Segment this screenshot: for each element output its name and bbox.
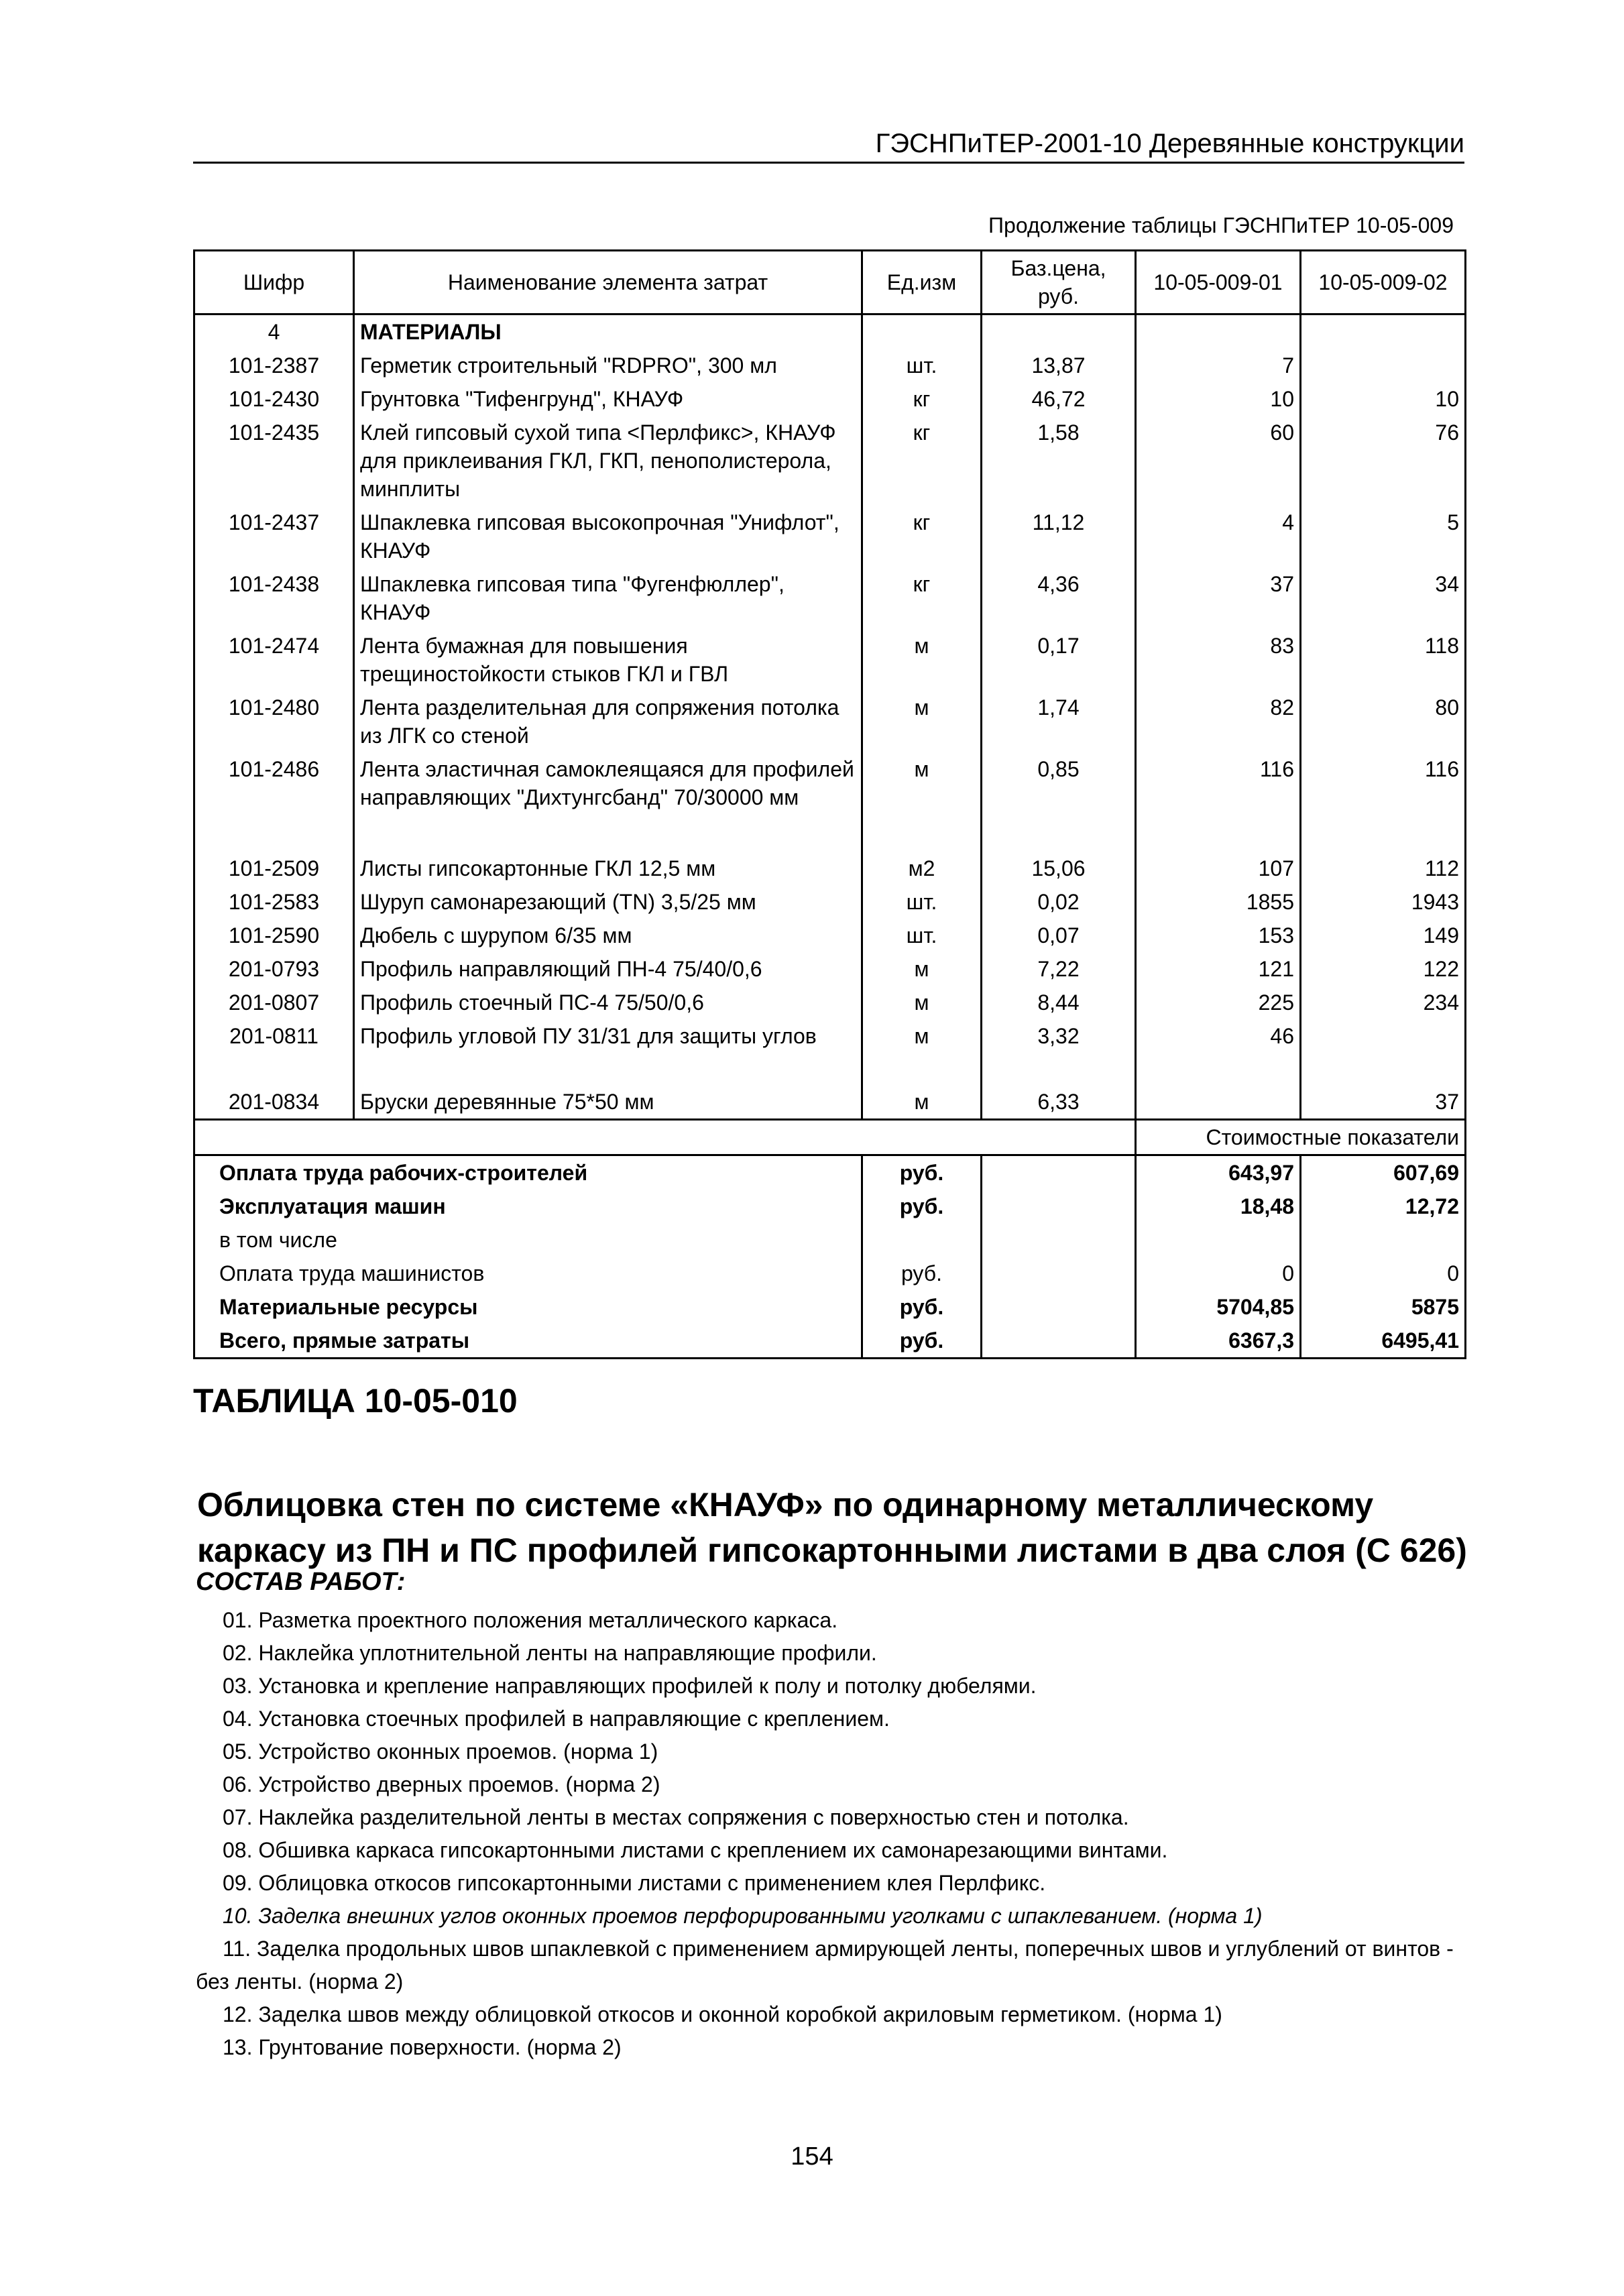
cost-unit: руб.: [862, 1324, 982, 1359]
materials-table: [193, 249, 1466, 1359]
table-row: [194, 919, 1466, 952]
row-price: 8,44: [982, 986, 1136, 1019]
table-row: [194, 952, 1466, 986]
row-code: 101-2474: [194, 629, 354, 691]
cost-unit: [862, 1223, 982, 1257]
cost-norm-2: 12,72: [1301, 1190, 1466, 1223]
row-price: 7,22: [982, 952, 1136, 986]
row-name: Лента эластичная самоклеящаяся для профилей направляющих "Дихтунгсбанд" 70/30000 мм: [354, 752, 862, 814]
spacer-cell: [1136, 814, 1301, 852]
col-header-norm-1: 10-05-009-01: [1136, 251, 1301, 314]
row-norm-2: [1301, 1019, 1466, 1053]
row-price: 6,33: [982, 1085, 1136, 1120]
work-item: 10. Заделка внешних углов оконных проемов перфорированными уголками с шпаклеванием. (норма 1): [223, 1904, 1263, 1928]
table-row: [194, 506, 1466, 567]
empty-cell: [1136, 314, 1301, 349]
table-caption: Продолжение таблицы ГЭСНПиТЕР 10-05-009: [988, 213, 1454, 237]
row-name: Грунтовка "Тифенгрунд", КНАУФ: [354, 382, 862, 416]
section-row: [194, 314, 1466, 349]
row-norm-1: 1855: [1136, 885, 1301, 919]
row-unit: кг: [862, 506, 982, 567]
running-header: ГЭСНПиТЕР-2001-10 Деревянные конструкции: [193, 129, 1464, 164]
cost-norm-1: 0: [1136, 1257, 1301, 1290]
row-norm-2: 116: [1301, 752, 1466, 814]
table-title: ТАБЛИЦА 10-05-010: [193, 1382, 518, 1420]
row-norm-2: 122: [1301, 952, 1466, 986]
row-unit: шт.: [862, 919, 982, 952]
row-price: 11,12: [982, 506, 1136, 567]
table-header-row: [194, 251, 1466, 314]
row-unit: м2: [862, 852, 982, 885]
cost-header-row: [194, 1120, 1466, 1155]
row-norm-1: 83: [1136, 629, 1301, 691]
row-code: 101-2387: [194, 349, 354, 382]
row-norm-1: 107: [1136, 852, 1301, 885]
row-norm-2: 234: [1301, 986, 1466, 1019]
cost-row: [194, 1324, 1466, 1359]
work-item: 04. Установка стоечных профилей в направляющие с креплением.: [223, 1707, 890, 1731]
row-name: Дюбель с шурупом 6/35 мм: [354, 919, 862, 952]
cost-unit: руб.: [862, 1290, 982, 1324]
row-norm-2: 80: [1301, 691, 1466, 752]
work-item: 06. Устройство дверных проемов. (норма 2): [223, 1772, 660, 1796]
work-item: 01. Разметка проектного положения металлического каркаса.: [223, 1608, 838, 1632]
row-unit: м: [862, 986, 982, 1019]
row-norm-2: 37: [1301, 1085, 1466, 1120]
row-name: Профиль стоечный ПС-4 75/50/0,6: [354, 986, 862, 1019]
cost-norm-2: 5875: [1301, 1290, 1466, 1324]
row-name: Листы гипсокартонные ГКЛ 12,5 мм: [354, 852, 862, 885]
col-header-name: Наименование элемента затрат: [354, 251, 862, 314]
row-price: 0,17: [982, 629, 1136, 691]
row-unit: м: [862, 1085, 982, 1120]
cost-unit: руб.: [862, 1190, 982, 1223]
row-unit: кг: [862, 416, 982, 506]
cost-name: Оплата труда рабочих-строителей: [194, 1155, 862, 1190]
row-name: Герметик строительный "RDPRO", 300 мл: [354, 349, 862, 382]
empty-cell: [982, 1155, 1136, 1190]
cost-norm-2: 607,69: [1301, 1155, 1466, 1190]
cost-name: Эксплуатация машин: [194, 1190, 862, 1223]
table-row: [194, 986, 1466, 1019]
row-norm-1: 116: [1136, 752, 1301, 814]
row-price: 4,36: [982, 567, 1136, 629]
cost-norm-1: [1136, 1223, 1301, 1257]
table-row: [194, 691, 1466, 752]
empty-cell: [982, 1257, 1136, 1290]
row-name: Лента бумажная для повышения трещиностойкости стыков ГКЛ и ГВЛ: [354, 629, 862, 691]
table-row: [194, 852, 1466, 885]
spacer-cell: [1301, 1053, 1466, 1085]
row-norm-2: 76: [1301, 416, 1466, 506]
row-norm-1: 225: [1136, 986, 1301, 1019]
empty-cell: [982, 1324, 1136, 1359]
row-code: 101-2437: [194, 506, 354, 567]
row-norm-1: 37: [1136, 567, 1301, 629]
spacer-row: [194, 1053, 1466, 1085]
row-code: 101-2435: [194, 416, 354, 506]
row-price: 13,87: [982, 349, 1136, 382]
work-item: 02. Наклейка уплотнительной ленты на направляющие профили.: [223, 1641, 877, 1665]
row-norm-1: 10: [1136, 382, 1301, 416]
table-row: [194, 349, 1466, 382]
spacer-cell: [354, 1053, 862, 1085]
cost-header-label: Стоимостные показатели: [1136, 1120, 1466, 1155]
cost-row: [194, 1223, 1466, 1257]
row-norm-1: 82: [1136, 691, 1301, 752]
spacer-cell: [1136, 1053, 1301, 1085]
empty-cell: [982, 314, 1136, 349]
row-name: Шуруп самонарезающий (TN) 3,5/25 мм: [354, 885, 862, 919]
row-price: 0,85: [982, 752, 1136, 814]
row-name: Профиль угловой ПУ 31/31 для защиты углов: [354, 1019, 862, 1053]
row-code: 101-2509: [194, 852, 354, 885]
empty-cell: [862, 314, 982, 349]
row-code: 101-2590: [194, 919, 354, 952]
cost-norm-2: 0: [1301, 1257, 1466, 1290]
cost-row: [194, 1257, 1466, 1290]
row-unit: м: [862, 691, 982, 752]
col-header-norm-2: 10-05-009-02: [1301, 251, 1466, 314]
work-composition-heading: СОСТАВ РАБОТ:: [196, 1568, 406, 1596]
document-title: Облицовка стен по системе «КНАУФ» по одинарному металлическому каркасу из ПН и ПС профилей гипсокартонными листами в два слоя (С 626): [197, 1486, 1467, 1569]
table-row: [194, 416, 1466, 506]
page-number: 154: [791, 2142, 833, 2171]
work-list: [196, 1604, 1490, 2064]
spacer-cell: [194, 814, 354, 852]
cost-name: Всего, прямые затраты: [194, 1324, 862, 1359]
row-unit: м: [862, 752, 982, 814]
row-code: 101-2486: [194, 752, 354, 814]
cost-unit: руб.: [862, 1257, 982, 1290]
cost-row: [194, 1290, 1466, 1324]
row-name: Лента разделительная для сопряжения потолка из ЛГК со стеной: [354, 691, 862, 752]
section-name: МАТЕРИАЛЫ: [354, 314, 862, 349]
row-unit: шт.: [862, 885, 982, 919]
spacer-cell: [982, 1053, 1136, 1085]
row-norm-1: 4: [1136, 506, 1301, 567]
row-norm-1: 121: [1136, 952, 1301, 986]
row-name: Бруски деревянные 75*50 мм: [354, 1085, 862, 1120]
row-norm-2: 1943: [1301, 885, 1466, 919]
table-row: [194, 567, 1466, 629]
empty-cell: [982, 1290, 1136, 1324]
row-code: 201-0834: [194, 1085, 354, 1120]
row-code: 101-2430: [194, 382, 354, 416]
table-row: [194, 752, 1466, 814]
row-unit: кг: [862, 382, 982, 416]
spacer-cell: [982, 814, 1136, 852]
work-item: 11. Заделка продольных швов шпаклевкой с применением армирующей ленты, поперечных швов и углублений от винтов - без ленты. (норма 2): [196, 1937, 1454, 1994]
spacer-cell: [862, 814, 982, 852]
row-price: 3,32: [982, 1019, 1136, 1053]
row-code: 101-2583: [194, 885, 354, 919]
row-norm-1: 7: [1136, 349, 1301, 382]
row-name: Шпаклевка гипсовая высокопрочная "Унифлот", КНАУФ: [354, 506, 862, 567]
row-name: Шпаклевка гипсовая типа "Фугенфюллер", КНАУФ: [354, 567, 862, 629]
cost-norm-1: 18,48: [1136, 1190, 1301, 1223]
spacer-cell: [862, 1053, 982, 1085]
col-header-unit: Ед.изм: [862, 251, 982, 314]
empty-cell: [982, 1223, 1136, 1257]
row-norm-1: 46: [1136, 1019, 1301, 1053]
cost-name: Оплата труда машинистов: [194, 1257, 862, 1290]
row-norm-2: 34: [1301, 567, 1466, 629]
row-norm-2: 10: [1301, 382, 1466, 416]
table-row: [194, 1019, 1466, 1053]
table-row: [194, 885, 1466, 919]
col-header-code: Шифр: [194, 251, 354, 314]
spacer-row: [194, 814, 1466, 852]
row-unit: м: [862, 952, 982, 986]
row-norm-2: 149: [1301, 919, 1466, 952]
row-price: 0,02: [982, 885, 1136, 919]
spacer-cell: [194, 1053, 354, 1085]
row-code: 201-0793: [194, 952, 354, 986]
row-norm-1: 60: [1136, 416, 1301, 506]
table-row: [194, 382, 1466, 416]
row-price: 1,74: [982, 691, 1136, 752]
empty-cell: [1301, 314, 1466, 349]
work-item: 09. Облицовка откосов гипсокартонными листами с применением клея Перлфикс.: [223, 1871, 1046, 1895]
cost-norm-2: [1301, 1223, 1466, 1257]
row-norm-1: [1136, 1085, 1301, 1120]
cost-norm-2: 6495,41: [1301, 1324, 1466, 1359]
cost-unit: руб.: [862, 1155, 982, 1190]
section-number: 4: [194, 314, 354, 349]
row-norm-2: 5: [1301, 506, 1466, 567]
row-code: 101-2480: [194, 691, 354, 752]
table-row: [194, 629, 1466, 691]
cost-row: [194, 1190, 1466, 1223]
col-header-price: Баз.цена, руб.: [982, 251, 1136, 314]
row-norm-1: 153: [1136, 919, 1301, 952]
row-unit: шт.: [862, 349, 982, 382]
cost-row: [194, 1155, 1466, 1190]
work-item: 07. Наклейка разделительной ленты в местах сопряжения с поверхностью стен и потолка.: [223, 1805, 1129, 1829]
work-item: 03. Установка и крепление направляющих профилей к полу и потолку дюбелями.: [223, 1674, 1037, 1698]
row-price: 1,58: [982, 416, 1136, 506]
row-code: 201-0811: [194, 1019, 354, 1053]
row-price: 46,72: [982, 382, 1136, 416]
spacer-cell: [354, 814, 862, 852]
table-row: [194, 1085, 1466, 1120]
row-price: 0,07: [982, 919, 1136, 952]
row-code: 201-0807: [194, 986, 354, 1019]
cost-name: в том числе: [194, 1223, 862, 1257]
row-name: Клей гипсовый сухой типа <Перлфикс>, КНАУФ для приклеивания ГКЛ, ГКП, пенополистерола, минплиты: [354, 416, 862, 506]
cost-header-blank: [194, 1120, 1136, 1155]
row-unit: м: [862, 629, 982, 691]
row-norm-2: [1301, 349, 1466, 382]
work-item: 08. Обшивка каркаса гипсокартонными листами с креплением их самонарезающими винтами.: [223, 1838, 1168, 1862]
cost-norm-1: 5704,85: [1136, 1290, 1301, 1324]
cost-name: Материальные ресурсы: [194, 1290, 862, 1324]
row-norm-2: 112: [1301, 852, 1466, 885]
row-norm-2: 118: [1301, 629, 1466, 691]
row-price: 15,06: [982, 852, 1136, 885]
row-code: 101-2438: [194, 567, 354, 629]
work-item: 12. Заделка швов между облицовкой откосов и оконной коробкой акриловым герметиком. (норма 1): [223, 2002, 1222, 2026]
row-unit: м: [862, 1019, 982, 1053]
row-unit: кг: [862, 567, 982, 629]
cost-norm-1: 6367,3: [1136, 1324, 1301, 1359]
spacer-cell: [1301, 814, 1466, 852]
cost-norm-1: 643,97: [1136, 1155, 1301, 1190]
empty-cell: [982, 1190, 1136, 1223]
work-item: 13. Грунтование поверхности. (норма 2): [223, 2035, 622, 2059]
row-name: Профиль направляющий ПН-4 75/40/0,6: [354, 952, 862, 986]
work-item: 05. Устройство оконных проемов. (норма 1): [223, 1739, 658, 1764]
